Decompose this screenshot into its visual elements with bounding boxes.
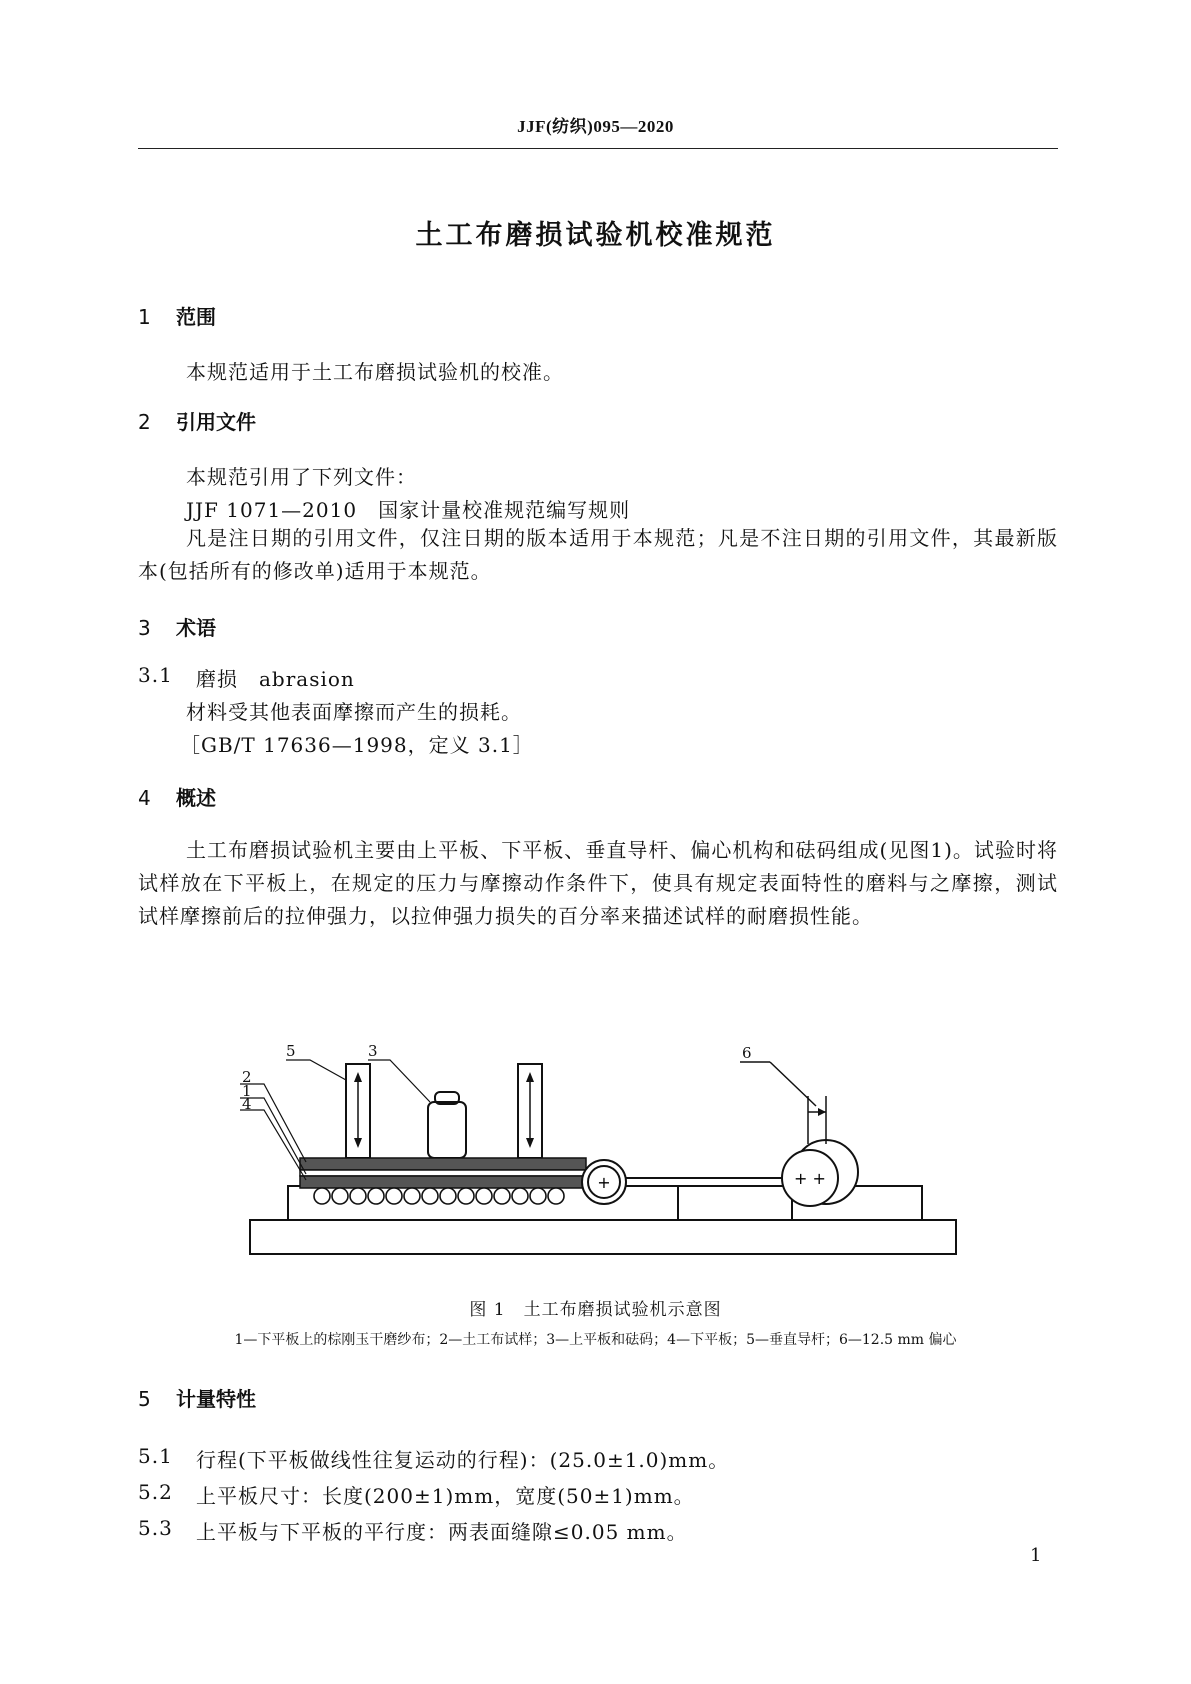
label-3: 3 [368, 1042, 378, 1060]
section-number: 4 [138, 786, 151, 810]
page-title: 土工布磨损试验机校准规范 [415, 220, 776, 251]
item-text: 行程(下平板做线性往复运动的行程)：(25.0±1.0)mm。 [196, 1448, 730, 1472]
term-definition: 材料受其他表面摩擦而产生的损耗。 [186, 700, 522, 724]
label-4: 4 [242, 1095, 252, 1113]
lower-plate [300, 1176, 586, 1188]
abrasive-layer [300, 1170, 586, 1176]
svg-text:+ +: + + [794, 1169, 826, 1188]
label-6: 6 [742, 1044, 752, 1062]
section-1-heading [138, 301, 216, 330]
section-number: 3 [138, 616, 151, 640]
label-5: 5 [286, 1042, 296, 1060]
term-number: 3.1 [138, 663, 173, 687]
section-2-line1: 本规范引用了下列文件： [186, 465, 417, 489]
section-4-paragraph: 土工布磨损试验机主要由上平板、下平板、垂直导杆、偏心机构和砝码组成(见图1)。试验时将试样放在下平板上，在规定的压力与摩擦动作条件下，使具有规定表面特性的磨料与之摩擦，测试试样摩擦前后的拉伸强力，以拉伸强力损失的百分率来描述试样的耐磨损性能。 [138, 838, 1058, 928]
document-code: JJF(纺织)095—2020 [517, 117, 674, 136]
figure-legend: 1—下平板上的棕刚玉干磨纱布；2—土工布试样；3—上平板和砝码；4—下平板；5—垂直导杆；6—12.5 mm 偏心 [234, 1332, 957, 1348]
section-number: 5 [138, 1387, 151, 1411]
item-text: 上平板尺寸：长度(200±1)mm，宽度(50±1)mm。 [196, 1484, 695, 1508]
section-number: 2 [138, 410, 151, 434]
section-5-heading [138, 1383, 256, 1412]
item-text: 上平板与下平板的平行度：两表面缝隙≤0.05 mm。 [196, 1520, 688, 1544]
item-number: 5.3 [138, 1516, 173, 1540]
upper-plate [300, 1158, 586, 1170]
section-2-line2: JJF 1071—2010 国家计量校准规范编写规则 [186, 498, 631, 522]
item-number: 5.1 [138, 1444, 173, 1468]
svg-text:+: + [597, 1173, 611, 1192]
label-1: 1 [242, 1082, 252, 1100]
abrasion-tester-diagram [230, 1040, 960, 1280]
label-2: 2 [242, 1068, 252, 1086]
term: 磨损 abrasion [196, 667, 355, 691]
section-title: 概述 [176, 786, 216, 810]
figure-caption: 图 1 土工布磨损试验机示意图 [469, 1300, 722, 1320]
section-number: 1 [138, 305, 151, 329]
section-title: 术语 [176, 616, 216, 640]
section-3-heading [138, 612, 216, 641]
section-title: 范围 [176, 305, 216, 329]
section-2-heading [138, 406, 256, 435]
section-4-heading [138, 782, 216, 811]
section-1-text: 本规范适用于土工布磨损试验机的校准。 [186, 360, 564, 384]
base-plate [250, 1220, 956, 1254]
section-title: 引用文件 [176, 410, 256, 434]
term-reference: ［GB/T 17636—1998，定义 3.1］ [180, 733, 534, 757]
weight [428, 1102, 466, 1158]
section-2-paragraph: 凡是注日期的引用文件，仅注日期的版本适用于本规范；凡是不注日期的引用文件，其最新版本(包括所有的修改单)适用于本规范。 [138, 526, 1058, 583]
section-title: 计量特性 [176, 1387, 256, 1411]
item-number: 5.2 [138, 1480, 173, 1504]
page-number: 1 [1030, 1545, 1042, 1566]
header-rule [138, 148, 1058, 149]
